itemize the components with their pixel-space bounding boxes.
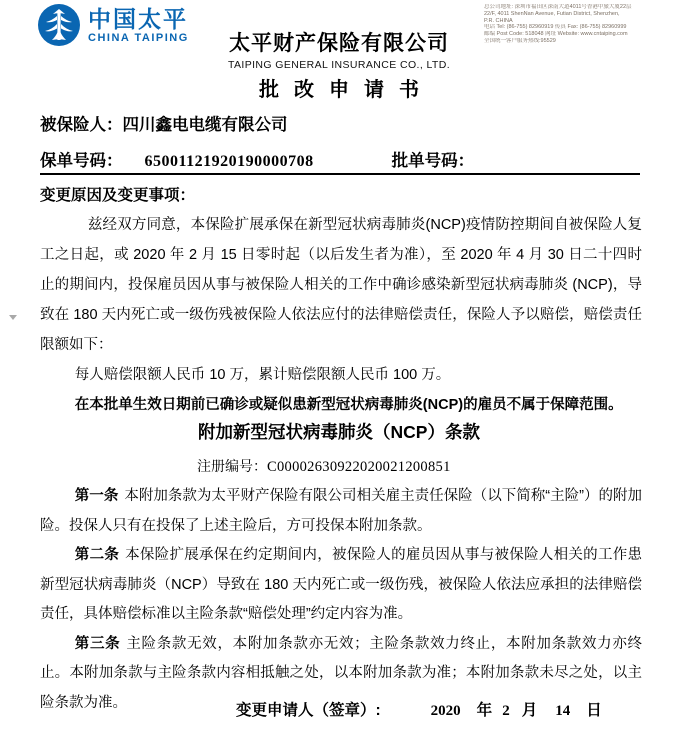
registration-number-label: 注册编号： [197, 458, 267, 474]
insured-row [40, 111, 288, 135]
document-title: 批改申请书 [259, 79, 434, 101]
company-name-cn: 太平财产保险有限公司 [229, 32, 449, 55]
coverage-extension-paragraph: 兹经双方同意，本保险扩展承保在新型冠状病毒肺炎(NCP)疫情防控期间自被保险人复工之日起，或 2020 年 2 月 15 日零时起（以后发生者为准），至 2020 年 4 月 30 日二十四时止的期间内，投保雇员因从事与被保险人相关的工作中确诊感染新型冠状病毒肺炎 (NCP)，导致在 180 天内死亡或一级伤残被保险人依法应付的法律赔偿责任，保险人予以赔偿，赔偿责任限额如下： [40, 217, 642, 353]
horizontal-divider [40, 173, 640, 175]
contact-line: 22/F, 4011 ShenNan Avenue, Futian District, Shenzhen, [484, 10, 620, 17]
article-2-number: 第二条 [74, 547, 120, 563]
contact-line: 电话 Tel: (86-755) 82960919 传真 Fax: (86-755) 82960999 [484, 24, 627, 31]
date-day-value: 14 [555, 703, 571, 719]
policy-number-label: 保单号码： [40, 152, 123, 170]
date-month-label: 月 [521, 702, 538, 719]
contact-line: 总公司地址: 深圳市福田区深南大道4011号香港中旅大厦22层 [484, 4, 632, 10]
logo-en-text: CHINA TAIPING [88, 31, 189, 44]
endorsement-number-label: 批单号码： [391, 152, 475, 170]
company-name-en: TAIPING GENERAL INSURANCE CO., LTD. [227, 59, 451, 71]
signature-date-row [236, 698, 602, 720]
registration-number-row [197, 456, 451, 476]
policy-number-value: 65001121920190000708 [144, 153, 314, 170]
date-day-label: 日 [586, 702, 602, 719]
policy-number-row [40, 147, 474, 171]
registration-number-value: C00002630922020021200851 [267, 459, 451, 475]
applicant-signature-label: 变更申请人（签章）: [236, 702, 381, 719]
company-heading [0, 27, 678, 71]
clause-articles [40, 482, 642, 718]
article-2 [40, 541, 642, 630]
date-year-label: 年 [476, 702, 493, 719]
insured-label: 被保险人： [40, 116, 123, 134]
margin-anchor-icon [9, 315, 17, 320]
date-month-value: 2 [502, 703, 510, 719]
contact-line: P.R. CHINA [484, 17, 513, 24]
change-reason-section-label: 变更原因及变更事项： [40, 187, 196, 204]
article-3-number: 第三条 [74, 635, 121, 652]
insured-value: 四川鑫电电缆有限公司 [122, 116, 288, 134]
logo-cn-text: 中国太平 [88, 5, 188, 32]
limit-paragraph: 每人赔偿限额人民币 10 万，累计赔偿限额人民币 100 万。 [74, 367, 451, 383]
article-1-text: 本附加条款为太平财产保险有限公司相关雇主责任保险（以下简称“主险”）的附加险。投保人只有在投保了上述主险后，方可投保本附加条款。 [40, 488, 643, 534]
contact-line: 邮编 Post Code: 518048 网址 Website: www.cntaiping.com [484, 31, 628, 38]
article-2-text: 本保险扩展承保在约定期间内，被保险人的雇员因从事与被保险人相关的工作患新型冠状病毒肺炎（NCP）导致在 180 天内死亡或一级伤残，被保险人依法应承担的法律赔偿责任，具体赔偿标准以主险条款“赔偿处理”约定内容为准。 [40, 547, 642, 622]
article-1-number: 第一条 [74, 488, 119, 504]
ncp-clause-title: 附加新型冠状病毒肺炎（NCP）条款 [198, 422, 480, 442]
exclusion-paragraph: 在本批单生效日期前已确诊或疑似患新型冠状病毒肺炎(NCP)的雇员不属于保障范围。 [74, 397, 623, 413]
date-year-value: 2020 [430, 703, 461, 719]
article-3-text: 主险条款无效，本附加条款亦无效；主险条款效力终止，本附加条款效力亦终止。本附加条款与主险条款内容相抵触之处，以本附加条款为准；本附加条款未尽之处，以主险条款为准。 [40, 635, 643, 711]
contact-line: 全国统一客户服务热线:95529 [484, 37, 556, 44]
change-details-body [40, 210, 642, 420]
article-1 [40, 482, 642, 541]
